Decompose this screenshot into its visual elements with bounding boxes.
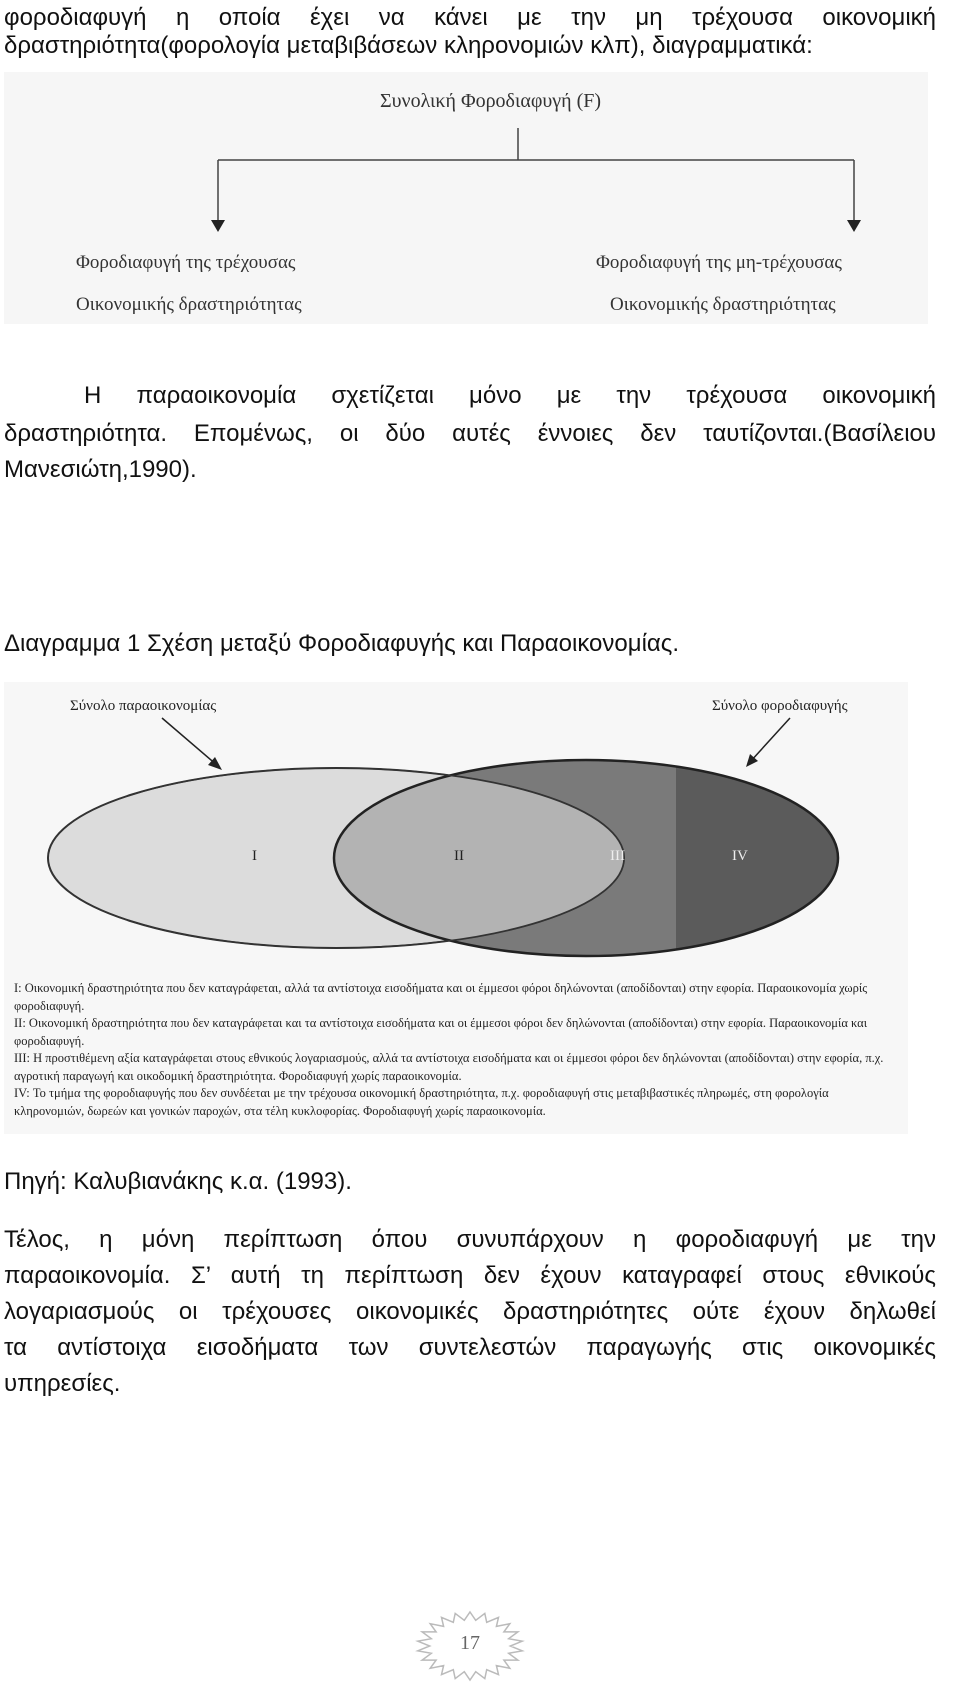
tree-right-label-1: Φοροδιαφυγή της μη-τρέχουσας [596, 252, 842, 273]
paragraph2-line-1: Τέλος, η μόνη περίπτωση όπου συνυπάρχουν η φοροδιαφυγή με την [4, 1226, 936, 1253]
tree-diagram [4, 72, 928, 324]
tree-root-label: Συνολική Φοροδιαφυγή (F) [380, 90, 602, 112]
venn-legend-item-III: III: Η προστιθέμενη αξία καταγράφεται στους εθνικούς λογαριασμούς, αλλά τα αντίστοιχα εισοδήματα και οι έμμεσοι φόροι δεν δηλώνονται (αποδίδονται) στην εφορία, π.χ. αγροτική παραγωγή και οικοδομική δραστηριότητα. Φοροδιαφυγή χωρίς παραοικονομία. [14, 1051, 884, 1083]
venn-diagram [4, 682, 908, 972]
paragraph2-line-2: παραοικονομία. Σ’ αυτή τη περίπτωση δεν έχουν καταγραφεί στους εθνικούς [4, 1262, 936, 1289]
venn-label-right: Σύνολο φοροδιαφυγής [712, 698, 848, 714]
paragraph2-line-3: λογαριασμούς οι τρέχουσες οικονομικές δραστηριότητες ούτε έχουν δηλωθεί [4, 1298, 936, 1325]
venn-legend-item-I: I: Οικονομική δραστηριότητα που δεν καταγράφεται, αλλά τα αντίστοιχα εισοδήματα και οι έμμεσοι φόροι δηλώνονται (αποδίδονται) στην εφορία. Παραοικονομία χωρίς φοροδιαφυγή. [14, 981, 868, 1013]
venn-legend-item-IV: IV: Το τμήμα της φοροδιαφυγής που δεν συνδέεται με την τρέχουσα οικονομική δραστηριότητα, π.χ. φοροδιαφυγή στις μεταβιβαστικές πληρωμές, στη φορολογία κληρονομιών, δωρεών και γονικών παροχών, στα τέλη κυκλοφορίας. Φοροδιαφυγή χωρίς παραοικονομία. [14, 1086, 829, 1118]
intro-line-2: δραστηριότητα(φορολογία μεταβιβάσεων κληρονομιών κλπ), διαγραμματικά: [4, 32, 813, 59]
tree-left-label-1: Φοροδιαφυγή της τρέχουσας [76, 252, 296, 273]
venn-region-I-label: I [252, 848, 257, 864]
tree-right-label-2: Οικονομικής δραστηριότητας [610, 294, 836, 315]
venn-region-III-label: III [610, 848, 625, 864]
figure-source: Πηγή: Καλυβιανάκης κ.α. (1993). [4, 1168, 352, 1195]
paragraph1-line-1: Η παραοικονομία σχετίζεται μόνο με την τρέχουσα οικονομική [84, 382, 936, 409]
figure-caption: Διαγραμμα 1 Σχέση μεταξύ Φοροδιαφυγής και Παραοικονομίας. [4, 630, 680, 657]
paragraph1-line-3: Μανεσιώτη,1990). [4, 456, 197, 483]
venn-region-II-label: II [454, 848, 464, 864]
page-number-badge [412, 1610, 528, 1682]
tree-left-arrowhead [211, 220, 225, 232]
venn-right-arrow-shaft [750, 718, 790, 762]
paragraph2-line-5: υπηρεσίες. [4, 1370, 121, 1397]
venn-figure [4, 682, 908, 1134]
paragraph1-line-2: δραστηριότητα. Επομένως, οι δύο αυτές έννοιες δεν ταυτίζονται.(Βασίλειου [4, 420, 936, 447]
tree-left-label-2: Οικονομικής δραστηριότητας [76, 294, 302, 315]
page-number: 17 [460, 1632, 480, 1654]
paragraph2-line-4: τα αντίστοιχα εισοδήματα των συντελεστών παραγωγής στις οικονομικές [4, 1334, 936, 1361]
venn-label-left: Σύνολο παραοικονομίας [70, 698, 217, 714]
intro-line-1: φοροδιαφυγή η οποία έχει να κάνει με την μη τρέχουσα οικονομική [4, 4, 936, 31]
venn-legend-item-II: II: Οικονομική δραστηριότητα που δεν καταγράφεται και τα αντίστοιχα εισοδήματα και οι έμμεσοι φόροι δεν δηλώνονται (αποδίδονται) στην εφορία. Παραοικονομία και φοροδιαφυγή. [14, 1016, 868, 1048]
venn-region-IV [676, 752, 876, 972]
venn-region-IV-label: IV [732, 848, 748, 864]
venn-left-arrow-shaft [162, 718, 218, 766]
venn-legend [14, 980, 902, 1120]
tree-right-arrowhead [847, 220, 861, 232]
